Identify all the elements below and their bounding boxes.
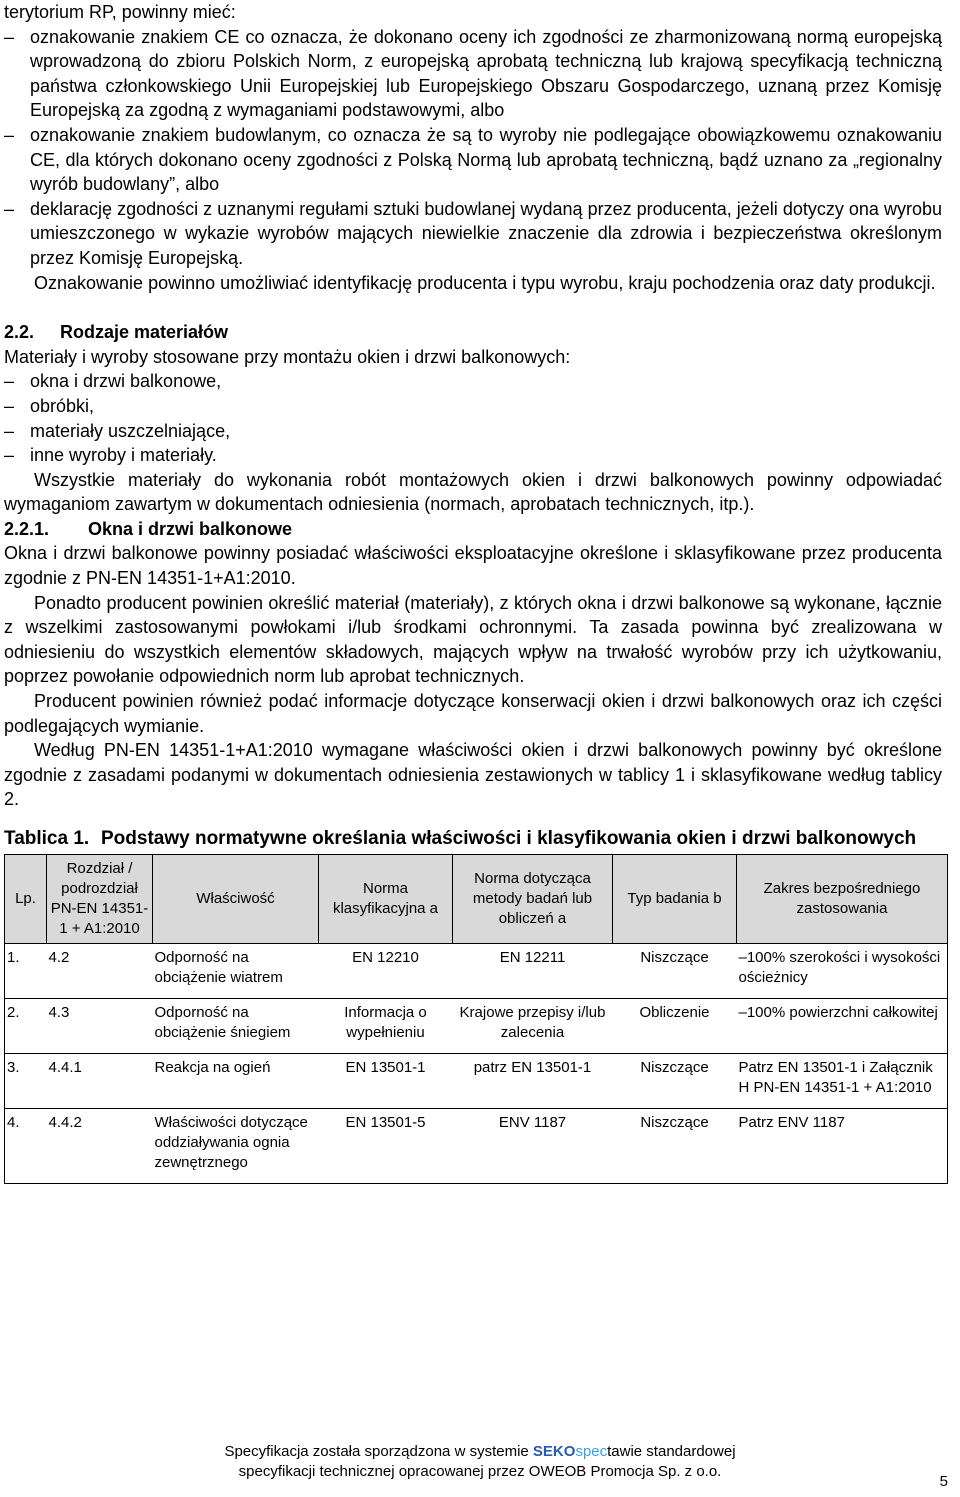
footer-line-2: specyfikacji technicznej opracowanej przez OWEOB Promocja Sp. z o.o.	[238, 1463, 722, 1480]
header-cell: Zakres bezpośredniego zastosowania	[737, 855, 948, 944]
table-cell: Niszczące	[613, 1054, 737, 1109]
table-cell: 2.	[5, 999, 47, 1054]
table-row	[5, 1054, 948, 1109]
table-header-row	[5, 855, 948, 944]
paragraph: Ponadto producent powinien określić materiał (materiały), z których okna i drzwi balkonowe są wykonane, łącznie z wszelkimi zastosowanymi powłokami i/lub środkami ochronnymi. Ta zasada powinna być zrealizowana w odniesieniu do wszystkich elementów składowych, mających wpływ na trwałość wyrobów przy ich użytkowaniu, poprzez powołanie odpowiednich norm lub aprobat technicznych.	[4, 592, 942, 687]
table-cell: –100% powierzchni całkowitej	[737, 999, 948, 1054]
header-cell: Norma dotycząca metody badań lub obliczeń a	[453, 855, 613, 944]
intro-text: terytorium RP, powinny mieć:	[4, 2, 236, 22]
table-cell: patrz EN 13501-1	[453, 1054, 613, 1109]
table-cell: EN 13501-1	[319, 1054, 453, 1109]
table-cell: Właściwości dotyczące oddziaływania ognia zewnętrznego	[153, 1109, 319, 1184]
table-cell: Niszczące	[613, 944, 737, 999]
document-page	[4, 0, 942, 1184]
table-cell: 3.	[5, 1054, 47, 1109]
table-cell: Patrz EN 13501-1 i Załącznik H PN-EN 14351-1 + A1:2010	[737, 1054, 948, 1109]
list-item: – inne wyroby i materiały.	[4, 443, 942, 468]
table-cell: Odporność na obciążenie wiatrem	[153, 944, 319, 999]
table-cell: Obliczenie	[613, 999, 737, 1054]
table-cell: Odporność na obciążenie śniegiem	[153, 999, 319, 1054]
table-cell: EN 13501-5	[319, 1109, 453, 1184]
footer-line-1: Specyfikacja została sporządzona w systemie SEKOspectawie standardowej	[224, 1443, 736, 1460]
table-cell: EN 12210	[319, 944, 453, 999]
table-cell: 4.4.2	[47, 1109, 153, 1184]
section-heading-2-2-1: 2.2.1. Okna i drzwi balkonowe	[4, 518, 293, 539]
section-heading-2-2: 2.2. Rodzaje materiałów	[4, 322, 229, 343]
header-cell: Norma klasyfikacyjna a	[319, 855, 453, 944]
header-cell: Lp.	[5, 855, 47, 944]
properties-table	[4, 854, 948, 1184]
page-number: 5	[939, 1473, 948, 1490]
materials-paragraph: Wszystkie materiały do wykonania robót montażowych okien i drzwi balkonowych powinny odpowiadać wymaganiom zawartym w dokumentach odniesienia (normach, aprobatach technicznych, itp.).	[4, 469, 942, 515]
list-item: – oznakowanie znakiem CE co oznacza, że dokonano oceny ich zgodności ze zharmonizowaną normą europejską wprowadzoną do zbioru Polskich Norm, z europejską aprobatą techniczną lub krajową specyfikacją techniczną państwa członkowskiego Unii Europejskiej lub Europejskiego Obszaru Gospodarczego, uznaną przez Komisję Europejską za zgodną z wymaganiami podstawowymi, albo	[4, 25, 942, 123]
paragraph: Producent powinien również podać informacje dotyczące konserwacji okien i drzwi balkonowych oraz ich części podlegających wymianie.	[4, 691, 942, 736]
list-item: – okna i drzwi balkonowe,	[4, 369, 942, 394]
table-row	[5, 999, 948, 1054]
section-lead: Materiały i wyroby stosowane przy montażu okien i drzwi balkonowych:	[4, 346, 571, 367]
table-cell: 4.2	[47, 944, 153, 999]
paragraph: Według PN-EN 14351-1+A1:2010 wymagane właściwości okien i drzwi balkonowych powinny być określone zgodnie z zasadami podanymi w dokumentach odniesienia zestawionych w tablicy 1 i sklasyfikowane według tablicy 2.	[4, 740, 942, 810]
page-footer	[0, 1442, 960, 1482]
paragraph: Okna i drzwi balkonowe powinny posiadać właściwości eksploatacyjne określone i sklasyfikowane przez producenta zgodnie z PN-EN 14351-1+A1:2010.	[4, 543, 942, 589]
table-cell: Patrz ENV 1187	[737, 1109, 948, 1184]
sekospec-logo: SEKOspec	[532, 1443, 608, 1460]
table-cell: 4.3	[47, 999, 153, 1054]
list-item: – obróbki,	[4, 394, 942, 419]
table-cell: Niszczące	[613, 1109, 737, 1184]
table-row	[5, 1109, 948, 1184]
table-cell: 1.	[5, 944, 47, 999]
list-item: – deklarację zgodności z uznanymi regułami sztuki budowlanej wydaną przez producenta, jeżeli dotyczy ona wyrobu umieszczonego w wykazie wyrobów mających niewielkie znaczenie dla zdrowia i bezpieczeństwa określonym przez Komisję Europejską.	[4, 197, 942, 271]
list-item: – oznakowanie znakiem budowlanym, co oznacza że są to wyroby nie podlegające obowiązkowemu oznakowaniu CE, dla których dokonano oceny zgodności z Polską Normą lub aprobatą techniczną, bądź uznano za „regionalny wyrób budowlany”, albo	[4, 123, 942, 197]
table-caption: Tablica 1. Podstawy normatywne określania właściwości i klasyfikowania okien i drzwi balkonowych	[4, 828, 917, 849]
list-item: – materiały uszczelniające,	[4, 419, 942, 444]
table-cell: –100% szerokości i wysokości ościeżnicy	[737, 944, 948, 999]
table-cell: EN 12211	[453, 944, 613, 999]
table-cell: 4.4.1	[47, 1054, 153, 1109]
table-cell: Informacja o wypełnieniu	[319, 999, 453, 1054]
table-row	[5, 944, 948, 999]
header-cell: Typ badania b	[613, 855, 737, 944]
table-cell: ENV 1187	[453, 1109, 613, 1184]
table-cell: Reakcja na ogień	[153, 1054, 319, 1109]
header-cell: Właściwość	[153, 855, 319, 944]
table-cell: 4.	[5, 1109, 47, 1184]
identification-paragraph: Oznakowanie powinno umożliwiać identyfikację producenta i typu wyrobu, kraju pochodzenia oraz daty produkcji.	[34, 272, 936, 293]
header-cell: Rozdział / podrozdział PN-EN 14351-1 + A1:2010	[47, 855, 153, 944]
table-cell: Krajowe przepisy i/lub zalecenia	[453, 999, 613, 1054]
